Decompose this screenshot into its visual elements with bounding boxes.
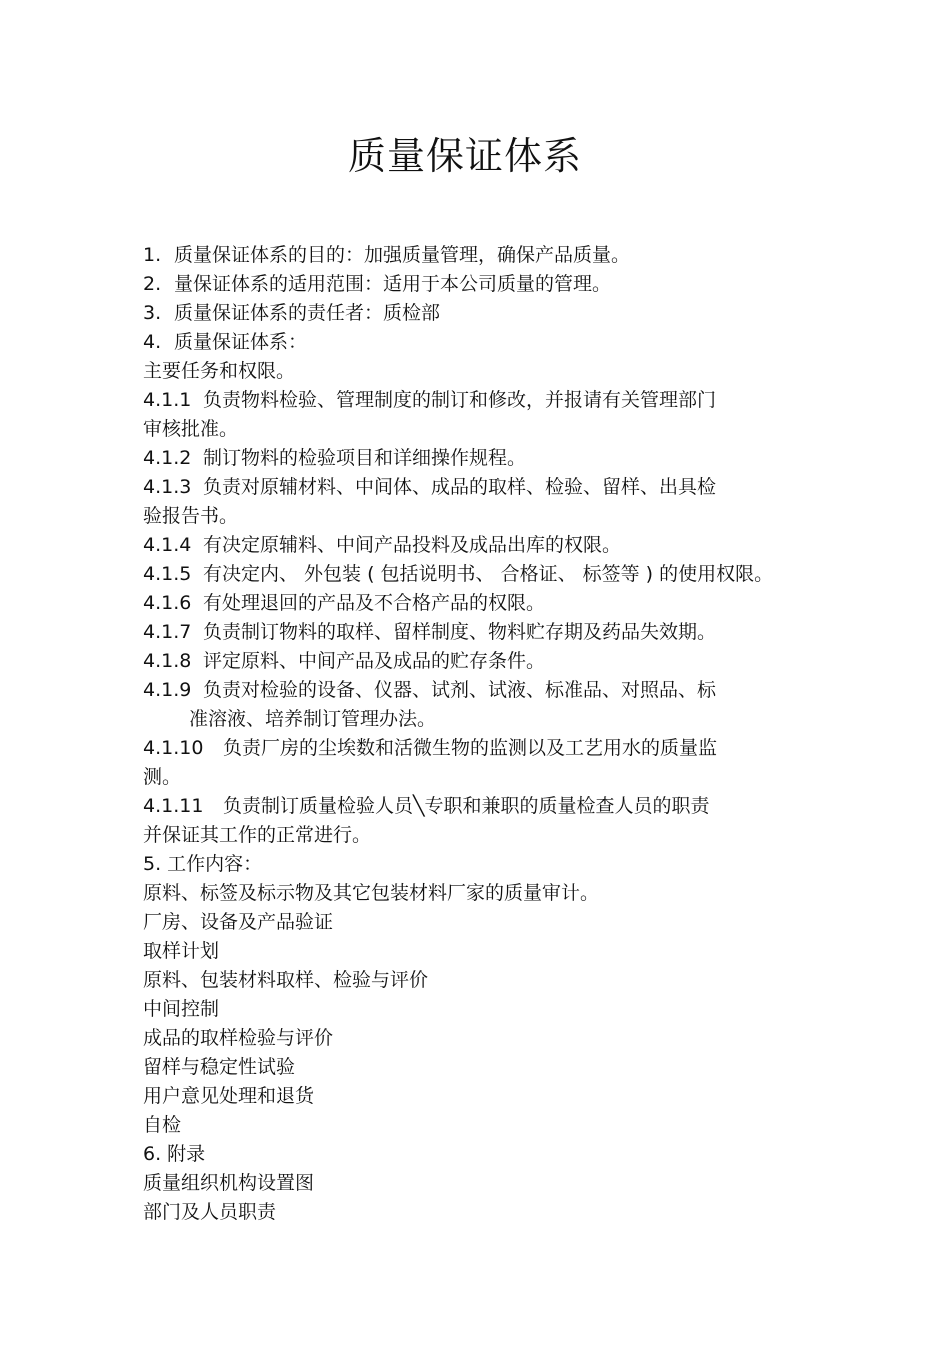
item-text: 负责制订质量检验人员╲专职和兼职的质量检查人员的职责: [223, 795, 710, 817]
document-body: [143, 241, 933, 1227]
item-4-1-10-continuation: 测。: [143, 766, 182, 788]
item-text: 负责厂房的尘埃数和活微生物的监测以及工艺用水的质量监: [223, 737, 718, 759]
work-item: 中间控制: [143, 998, 220, 1020]
item-4-1-9: [143, 676, 933, 705]
work-item: 取样计划: [143, 940, 220, 962]
item-number: 4.1.2: [143, 447, 192, 469]
item-4-1-10: [143, 734, 933, 763]
section-3: [143, 299, 933, 328]
item-number: 4.1.3: [143, 476, 192, 498]
section-number: 3.: [143, 302, 162, 324]
item-text: 负责对检验的设备、仪器、试剂、试液、标准品、对照品、标: [203, 679, 717, 701]
item-4-1-7: [143, 618, 933, 647]
section-text: 质量保证体系：: [174, 331, 308, 353]
item-text: 负责对原辅材料、中间体、成品的取样、检验、留样、出具检: [203, 476, 717, 498]
section-4: [143, 328, 933, 357]
item-text: 制订物料的检验项目和详细操作规程。: [203, 447, 527, 469]
section-text: 量保证体系的适用范围：适用于本公司质量的管理。: [174, 273, 612, 295]
item-text: 负责物料检验、管理制度的制订和修改，并报请有关管理部门: [203, 389, 717, 411]
item-number: 4.1.1: [143, 389, 192, 411]
work-item: 自检: [143, 1114, 182, 1136]
section-number: 4.: [143, 331, 162, 353]
item-4-1-11: [143, 792, 933, 821]
item-4-1-2: [143, 444, 933, 473]
item-number: 4.1.10: [143, 737, 204, 759]
item-number: 4.1.6: [143, 592, 192, 614]
section-number: 1.: [143, 244, 162, 266]
item-number: 4.1.9: [143, 679, 192, 701]
item-number: 4.1.7: [143, 621, 192, 643]
item-4-1-6: [143, 589, 933, 618]
section-text: 质量保证体系的目的：加强质量管理，确保产品质量。: [174, 244, 631, 266]
section-text: 质量保证体系的责任者：质检部: [174, 302, 441, 324]
work-item: 用户意见处理和退货: [143, 1085, 315, 1107]
work-item: 留样与稳定性试验: [143, 1056, 296, 1078]
item-number: 4.1.4: [143, 534, 192, 556]
item-text: 有决定内、 外包装 ( 包括说明书、 合格证、 标签等 ) 的使用权限。: [203, 563, 774, 585]
item-text: 负责制订物料的取样、留样制度、物料贮存期及药品失效期。: [203, 621, 717, 643]
page-title: 质量保证体系: [347, 134, 582, 178]
work-item: 原料、标签及标示物及其它包装材料厂家的质量审计。: [143, 882, 600, 904]
item-4-1-1: [143, 386, 933, 415]
item-number: 4.1.8: [143, 650, 192, 672]
item-text: 评定原料、中间产品及成品的贮存条件。: [203, 650, 546, 672]
section-2: [143, 270, 933, 299]
work-item: 原料、包装材料取样、检验与评价: [143, 969, 429, 991]
section-1: [143, 241, 933, 270]
item-4-1-9-continuation: 准溶液、培养制订管理办法。: [189, 708, 437, 730]
item-4-1-5: [143, 560, 933, 589]
item-4-1-3: [143, 473, 933, 502]
appendix-heading: 6. 附录: [143, 1143, 206, 1165]
appendix-item: 部门及人员职责: [143, 1201, 277, 1223]
work-item: 成品的取样检验与评价: [143, 1027, 334, 1049]
item-4-1-3-continuation: 验报告书。: [143, 505, 239, 527]
main-tasks-heading: 主要任务和权限。: [143, 360, 296, 382]
work-heading: 5. 工作内容：: [143, 853, 263, 875]
item-text: 有决定原辅料、中间产品投料及成品出库的权限。: [203, 534, 622, 556]
item-4-1-1-continuation: 审核批准。: [143, 418, 239, 440]
item-4-1-11-continuation: 并保证其工作的正常进行。: [143, 824, 372, 846]
item-4-1-8: [143, 647, 933, 676]
work-item: 厂房、设备及产品验证: [143, 911, 334, 933]
section-number: 2.: [143, 273, 162, 295]
item-number: 4.1.11: [143, 795, 204, 817]
item-number: 4.1.5: [143, 563, 192, 585]
item-text: 有处理退回的产品及不合格产品的权限。: [203, 592, 546, 614]
item-4-1-4: [143, 531, 933, 560]
appendix-item: 质量组织机构设置图: [143, 1172, 315, 1194]
